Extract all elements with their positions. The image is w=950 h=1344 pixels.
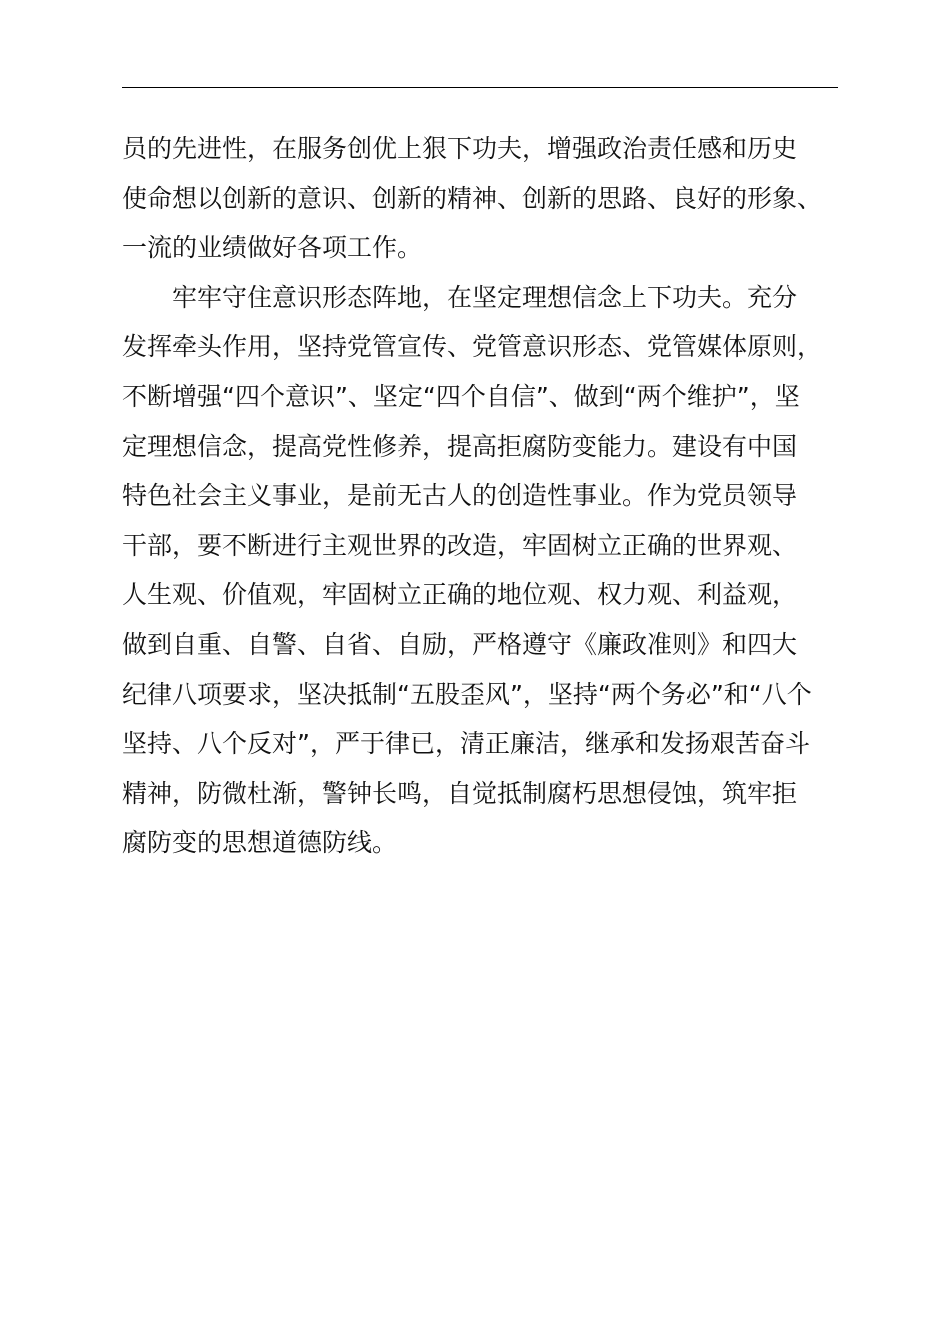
text-line: 定理想信念，提高党性修养，提高拒腐防变能力。建设有中国 <box>122 431 798 461</box>
text-line: 做到自重、自警、自省、自励，严格遵守《廉政准则》和四大 <box>122 629 798 659</box>
text-line: 一流的业绩做好各项工作。 <box>122 233 423 263</box>
text-line: 牢牢守住意识形态阵地，在坚定理想信念上下功夫。充分 <box>172 282 798 312</box>
text-line: 精神，防微杜渐，警钟长鸣，自觉抵制腐朽思想侵蚀，筑牢拒 <box>122 778 798 808</box>
text-line: 发挥牵头作用，坚持党管宣传、党管意识形态、党管媒体原则， <box>122 332 823 362</box>
text-line: 纪律八项要求，坚决抵制“五股歪风”，坚持“两个务必”和“八个 <box>122 679 812 709</box>
header-rule <box>122 87 838 88</box>
text-line: 人生观、价值观，牢固树立正确的地位观、权力观、利益观， <box>122 580 798 610</box>
text-line: 坚持、八个反对”，严于律已，清正廉洁，继承和发扬艰苦奋斗 <box>122 729 810 759</box>
text-line: 使命想以创新的意识、创新的精神、创新的思路、良好的形象、 <box>122 183 823 213</box>
text-line: 员的先进性，在服务创优上狠下功夫，增强政治责任感和历史 <box>122 134 798 163</box>
text-line: 干部，要不断进行主观世界的改造，牢固树立正确的世界观、 <box>122 530 798 560</box>
text-line: 特色社会主义事业，是前无古人的创造性事业。作为党员领导 <box>122 481 798 511</box>
text-line: 不断增强“四个意识”、坚定“四个自信”、做到“两个维护”，坚 <box>122 381 800 411</box>
body-text <box>122 124 862 868</box>
text-line: 腐防变的思想道德防线。 <box>122 828 398 858</box>
paragraph-1 <box>122 124 862 273</box>
paragraph-2 <box>122 273 862 868</box>
